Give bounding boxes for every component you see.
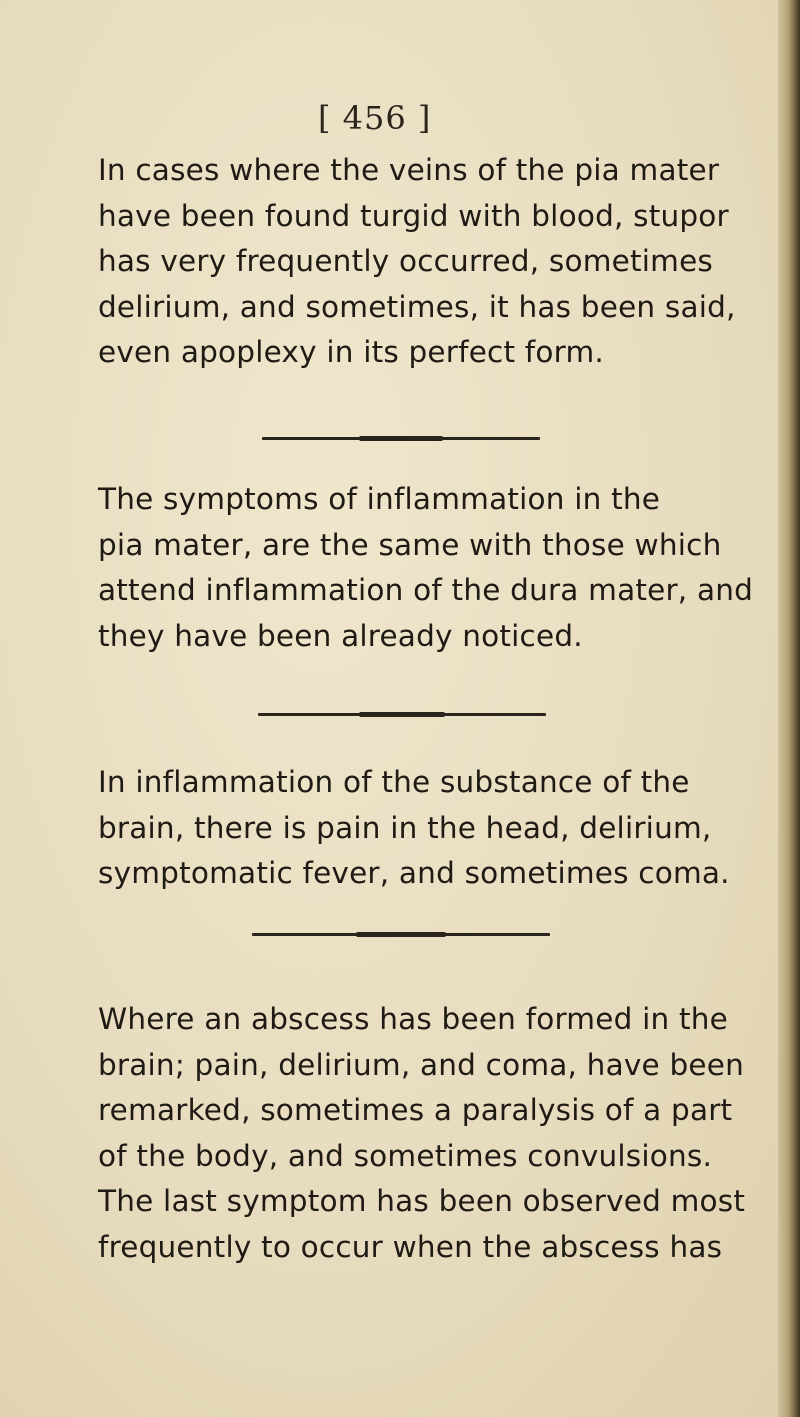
page-number: [ 456 ] — [318, 99, 432, 137]
text-line: The symptoms of inflammation in the — [98, 482, 661, 516]
text-line: symptomatic fever, and sometimes coma. — [98, 856, 730, 890]
section-divider — [262, 437, 540, 440]
text-line: brain, there is pain in the head, delirium, — [98, 810, 712, 845]
text-line: frequently to occur when the abscess has — [98, 1229, 723, 1264]
text-line: brain; pain, delirium, and coma, have been — [98, 1047, 744, 1082]
text-line: delirium, and sometimes, it has been said, — [98, 289, 736, 324]
text-line: pia mater, are the same with those which — [98, 527, 722, 562]
text-line: have been found turgid with blood, stupor — [98, 198, 729, 233]
text-line: The last symptom has been observed most — [98, 1184, 746, 1218]
text-line: of the body, and sometimes convulsions. — [98, 1138, 713, 1173]
text-line: In inflammation of the substance of the — [98, 765, 690, 799]
text-line: even apoplexy in its perfect form. — [98, 335, 604, 369]
section-divider — [252, 933, 550, 936]
page-edge-shadow — [778, 0, 800, 1417]
paragraph-pia-mater-inflammation — [98, 477, 754, 659]
text-line: Where an abscess has been formed in the — [98, 1002, 728, 1036]
paragraph-brain-abscess — [98, 997, 746, 1270]
text-line: remarked, sometimes a paralysis of a part — [98, 1093, 733, 1127]
paragraph-pia-mater-veins — [98, 148, 736, 376]
section-divider — [258, 713, 546, 716]
text-line: attend inflammation of the dura mater, and — [98, 573, 754, 607]
text-line: they have been already noticed. — [98, 618, 583, 653]
text-line: has very frequently occurred, sometimes — [98, 244, 713, 278]
paragraph-brain-substance-inflammation — [98, 760, 730, 897]
text-line: In cases where the veins of the pia mater — [98, 153, 720, 187]
